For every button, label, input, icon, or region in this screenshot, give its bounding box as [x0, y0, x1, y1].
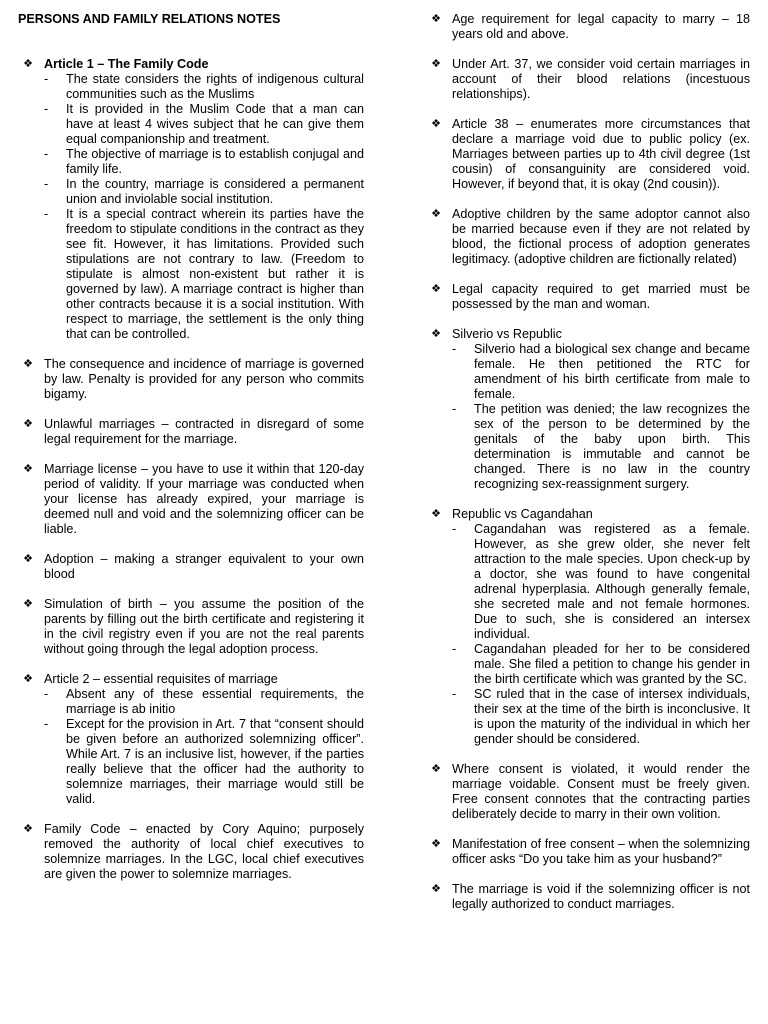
sub-point-list: [452, 522, 750, 747]
dash-bullet: -: [44, 717, 49, 731]
diamond-bullet-icon: ❖: [23, 418, 33, 430]
sub-point-text: It is provided in the Muslim Code that a man can have at least 4 wives subject that he can give them equal companionship and treatment.: [66, 102, 364, 146]
diamond-bullet-icon: ❖: [23, 598, 33, 610]
diamond-bullet-icon: ❖: [23, 58, 33, 70]
note-heading: Where consent is violated, it would render the marriage voidable. Consent must be freely given. Free consent connotes that the contracting parties deliberately decide to marry in their own volition.: [452, 762, 750, 821]
note-heading: The marriage is void if the solemnizing officer is not legally authorized to conduct marriages.: [452, 882, 750, 911]
diamond-bullet-icon: ❖: [23, 673, 33, 685]
note-heading: Adoptive children by the same adoptor cannot also be married because even if they are not related by blood, the fictional process of adoption generates legitimacy. (adoptive children are fictionally related): [452, 207, 750, 266]
sub-point: [452, 642, 750, 687]
diamond-bullet-icon: ❖: [23, 553, 33, 565]
note-item: [426, 282, 750, 312]
note-heading: Manifestation of free consent – when the solemnizing officer asks “Do you take him as your husband?”: [452, 837, 750, 866]
note-heading: Article 38 – enumerates more circumstances that declare a marriage void due to public policy (ex. Marriages between parties up to 4th civil degree (1st cousin) of consanguinity are considered void. However, if beyond that, it is okay (2nd cousin)).: [452, 117, 750, 191]
note-heading: Republic vs Cagandahan: [452, 507, 593, 521]
right-column: [426, 12, 750, 927]
sub-point: [452, 342, 750, 402]
note-heading: Marriage license – you have to use it within that 120-day period of validity. If your marriage was conducted when your license has already expired, your marriage is deemed null and void and the solemnizing officer can be liable.: [44, 462, 364, 536]
note-heading: Under Art. 37, we consider void certain marriages in account of their blood relations (incestuous relationships).: [452, 57, 750, 101]
sub-point: [44, 102, 364, 147]
sub-point-text: Except for the provision in Art. 7 that “consent should be given before an authorized solemnizing officer”. While Art. 7 is an inclusive list, however, if the parties really believe that the officer had the authority to solemnize marriages, their marriage would still be valid.: [66, 717, 364, 806]
sub-point: [452, 522, 750, 642]
sub-point: [44, 72, 364, 102]
sub-point-text: Silverio had a biological sex change and became female. He then petitioned the RTC for amendment of his birth certificate from male to female.: [474, 342, 750, 401]
note-item: [18, 672, 364, 807]
dash-bullet: -: [44, 687, 49, 701]
note-item: [18, 417, 364, 447]
note-heading: Age requirement for legal capacity to marry – 18 years old and above.: [452, 12, 750, 41]
note-item: [426, 762, 750, 822]
note-item: [18, 357, 364, 402]
sub-point-list: [452, 342, 750, 492]
diamond-bullet-icon: ❖: [23, 358, 33, 370]
diamond-bullet-icon: ❖: [431, 58, 441, 70]
diamond-bullet-icon: ❖: [431, 883, 441, 895]
dash-bullet: -: [44, 72, 49, 86]
sub-point-text: Absent any of these essential requirements, the marriage is ab initio: [66, 687, 364, 716]
note-item: [426, 507, 750, 747]
note-heading: Legal capacity required to get married must be possessed by the man and woman.: [452, 282, 750, 311]
note-heading: Article 1 – The Family Code: [44, 57, 209, 71]
diamond-bullet-icon: ❖: [431, 838, 441, 850]
note-heading: Simulation of birth – you assume the position of the parents by filling out the birth certificate and registering it in the civil registry even if you are not the real parents without going through the legal adoption process.: [44, 597, 364, 656]
note-heading: Silverio vs Republic: [452, 327, 562, 341]
note-item: [18, 822, 364, 882]
note-heading: Adoption – making a stranger equivalent to your own blood: [44, 552, 364, 581]
note-item: [426, 57, 750, 102]
note-heading: Article 2 – essential requisites of marriage: [44, 672, 278, 686]
diamond-bullet-icon: ❖: [431, 13, 441, 25]
note-item: [18, 57, 364, 342]
sub-point-list: [44, 687, 364, 807]
left-notes-list: [18, 57, 364, 882]
note-heading: Unlawful marriages – contracted in disregard of some legal requirement for the marriage.: [44, 417, 364, 446]
sub-point: [452, 402, 750, 492]
note-item: [18, 552, 364, 582]
diamond-bullet-icon: ❖: [431, 508, 441, 520]
note-item: [18, 597, 364, 657]
note-item: [426, 117, 750, 192]
sub-point: [44, 147, 364, 177]
sub-point-text: Cagandahan was registered as a female. However, as she grew older, she never felt attraction to the male species. Upon check-up by a doctor, she was found to have congenital adrenal hyperplasia. Although generally female, she secreted male and not female hormones. Due to such, she is considered an intersex individual.: [474, 522, 750, 641]
sub-point: [452, 687, 750, 747]
sub-point: [44, 687, 364, 717]
diamond-bullet-icon: ❖: [431, 118, 441, 130]
note-item: [426, 837, 750, 867]
sub-point-text: Cagandahan pleaded for her to be considered male. She filed a petition to change his gender in the birth certificate which was granted by the SC.: [474, 642, 750, 686]
note-item: [426, 327, 750, 492]
page-title: PERSONS AND FAMILY RELATIONS NOTES: [18, 12, 281, 26]
note-item: [18, 462, 364, 537]
dash-bullet: -: [452, 402, 457, 416]
sub-point-list: [44, 72, 364, 342]
dash-bullet: -: [452, 687, 457, 701]
note-item: [426, 12, 750, 42]
diamond-bullet-icon: ❖: [23, 463, 33, 475]
note-item: [426, 882, 750, 912]
dash-bullet: -: [44, 147, 49, 161]
left-column: [18, 12, 364, 897]
sub-point-text: SC ruled that in the case of intersex individuals, their sex at the time of the birth is inconclusive. It is upon the maturity of the individual in which her gender should be considered.: [474, 687, 750, 746]
sub-point-text: The objective of marriage is to establish conjugal and family life.: [66, 147, 364, 176]
dash-bullet: -: [452, 642, 457, 656]
note-item: [426, 207, 750, 267]
sub-point: [44, 177, 364, 207]
sub-point: [44, 717, 364, 807]
diamond-bullet-icon: ❖: [431, 208, 441, 220]
dash-bullet: -: [44, 102, 49, 116]
diamond-bullet-icon: ❖: [431, 763, 441, 775]
dash-bullet: -: [452, 342, 457, 356]
sub-point: [44, 207, 364, 342]
dash-bullet: -: [452, 522, 457, 536]
diamond-bullet-icon: ❖: [431, 328, 441, 340]
note-heading: Family Code – enacted by Cory Aquino; purposely removed the authority of local chief executives to solemnize marriages. In the LGC, local chief executives are given the power to solemnize marriages.: [44, 822, 364, 881]
note-heading: The consequence and incidence of marriage is governed by law. Penalty is provided for any person who commits bigamy.: [44, 357, 364, 401]
dash-bullet: -: [44, 207, 49, 221]
diamond-bullet-icon: ❖: [431, 283, 441, 295]
dash-bullet: -: [44, 177, 49, 191]
sub-point-text: It is a special contract wherein its parties have the freedom to stipulate conditions in the contract as they see fit. However, it has limitations. Provided such stipulations are not contrary to law. (Freedom to stipulate is almost non-existent but rather it is governed by law). A marriage contract is higher than other contracts because it is a social institution. With respect to marriage, the settlement is the only thing that can be controlled.: [66, 207, 364, 341]
sub-point-text: The petition was denied; the law recognizes the sex of the person to be determined by the genitals of the baby upon birth. This determination is immutable and cannot be changed. There is no law in the country recognizing sex-reassignment surgery.: [474, 402, 750, 491]
diamond-bullet-icon: ❖: [23, 823, 33, 835]
sub-point-text: In the country, marriage is considered a permanent union and inviolable social institution.: [66, 177, 364, 206]
sub-point-text: The state considers the rights of indigenous cultural communities such as the Muslims: [66, 72, 364, 101]
right-notes-list: [426, 12, 750, 912]
